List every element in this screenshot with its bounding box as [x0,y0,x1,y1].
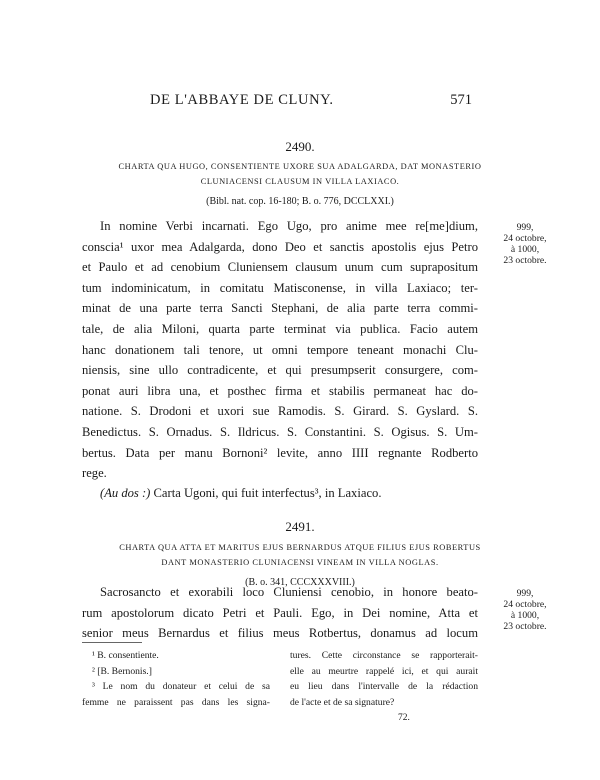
charter-source: (B. o. 341, CCCXXXVIII.) [245,577,355,588]
margin-date-line: 999, [516,588,534,599]
page-number: 571 [450,92,472,108]
margin-date-line: 999, [516,222,534,233]
text-line: rege. [82,466,107,481]
footnote-line: ³ Le nom du donateur et celui de sa [92,681,270,693]
text-line: Benedictus. S. Ornadus. S. Ildricus. S. Constantini. S. Ogisus. S. Um- [82,424,478,439]
margin-date [470,588,580,632]
text-line: hanc donationem tali tenore, ut omni tempore teneant monachi Clu- [82,342,478,357]
margin-date-line: 23 octobre. [503,621,547,632]
signature-mark: 72. [398,713,410,723]
charter-text [82,216,478,484]
footnotes-left [82,648,270,710]
dorsal-text: Carta Ugoni, qui fuit interfectus³, in Laxiaco. [153,486,382,500]
text-line: In nomine Verbi incarnati. Ego Ugo, pro anime mee re[me]dium, [100,219,478,233]
charter-title-line: CHARTA QUA ATTA ET MARITUS EJUS BERNARDUS ATQUE FILIUS EJUS ROBERTUS [119,543,481,552]
dorsal-label: (Au dos :) [100,486,151,500]
text-line: bertus. Data per manu Bornoni² levite, anno IIII regnante Rodberto [82,445,478,460]
charter-title [80,540,520,570]
footnote-line: ¹ B. consentiente. [92,650,159,661]
text-line: ponat auri libra una, et posthec firma et stabilis permaneat hac do- [82,383,478,398]
charter-title-line: CLUNIACENSI CLAUSUM IN VILLA LAXIACO. [200,177,400,186]
running-title: DE L'ABBAYE DE CLUNY. [150,92,334,108]
dorsal-note [100,486,381,501]
footnote-line: tures. Cette circonstance se rapporterait- [290,650,478,661]
footnote-line: eu lieu dans l'intervalle de la rédaction [290,681,478,693]
charter-title [80,159,520,189]
margin-date-line: 23 octobre. [503,255,547,266]
text-line: et Paulo et ad cenobium Cluniensem clausum unum cum suprapositum [82,260,478,275]
margin-date-line: 24 octobre, [503,233,547,244]
footnote-line: elle au meurtre rappelé ici, et qui aurait [290,665,478,677]
text-line: conscia¹ uxor mea Adalgarda, dono Deo et sanctis apostolis ejus Petro [82,239,478,254]
text-line: senior meus Bernardus et filius meus Rotbertus, donamus ad locum [82,626,478,641]
charter-title-line: CHARTA QUA HUGO, CONSENTIENTE UXORE SUA ADALGARDA, DAT MONASTERIO [118,162,482,171]
margin-date-line: 24 octobre, [503,599,547,610]
text-line: natione. S. Drodoni et uxori sue Ramodis. S. Girard. S. Gyslard. S. [82,404,478,419]
charter-source: (Bibl. nat. cop. 16-180; B. o. 776, DCCLXXI.) [206,196,394,207]
footnote-line: femme ne paraissent pas dans les signa- [82,696,270,708]
footnote-rule [82,642,142,643]
charter-text [82,582,478,644]
margin-date-line: à 1000, [510,610,540,621]
text-line: niensis, sine ullo contradicente, et qui presumpserit consurgere, com- [82,363,478,378]
margin-date-line: à 1000, [510,244,540,255]
charter-title-line: DANT MONASTERIO CLUNIACENSI VINEAM IN VILLA NOGLAS. [161,558,439,567]
text-line: Sacrosancto et exorabili loco Cluniensi cenobio, in honore beato- [100,585,478,599]
footnote-line: de l'acte et de sa signature? [290,696,395,708]
charter-number: 2491. [285,519,315,534]
text-line: rum apostolorum dicato Petri et Pauli. Ego, in Dei nomine, Atta et [82,605,478,620]
margin-date [470,222,580,266]
footnotes-right [290,648,478,710]
charter-number: 2490. [285,139,315,154]
footnote-line: ² [B. Bernonis.] [92,665,152,677]
text-line: minat de una parte terra Sancti Stephani, de alia parte terra commi- [82,301,478,316]
text-line: tale, de alia Miloni, quarta parte terminat via publica. Facio autem [82,321,478,336]
text-line: tum indominicatum, in comitatu Matisconense, in villa Laxiaco; ter- [82,280,478,295]
